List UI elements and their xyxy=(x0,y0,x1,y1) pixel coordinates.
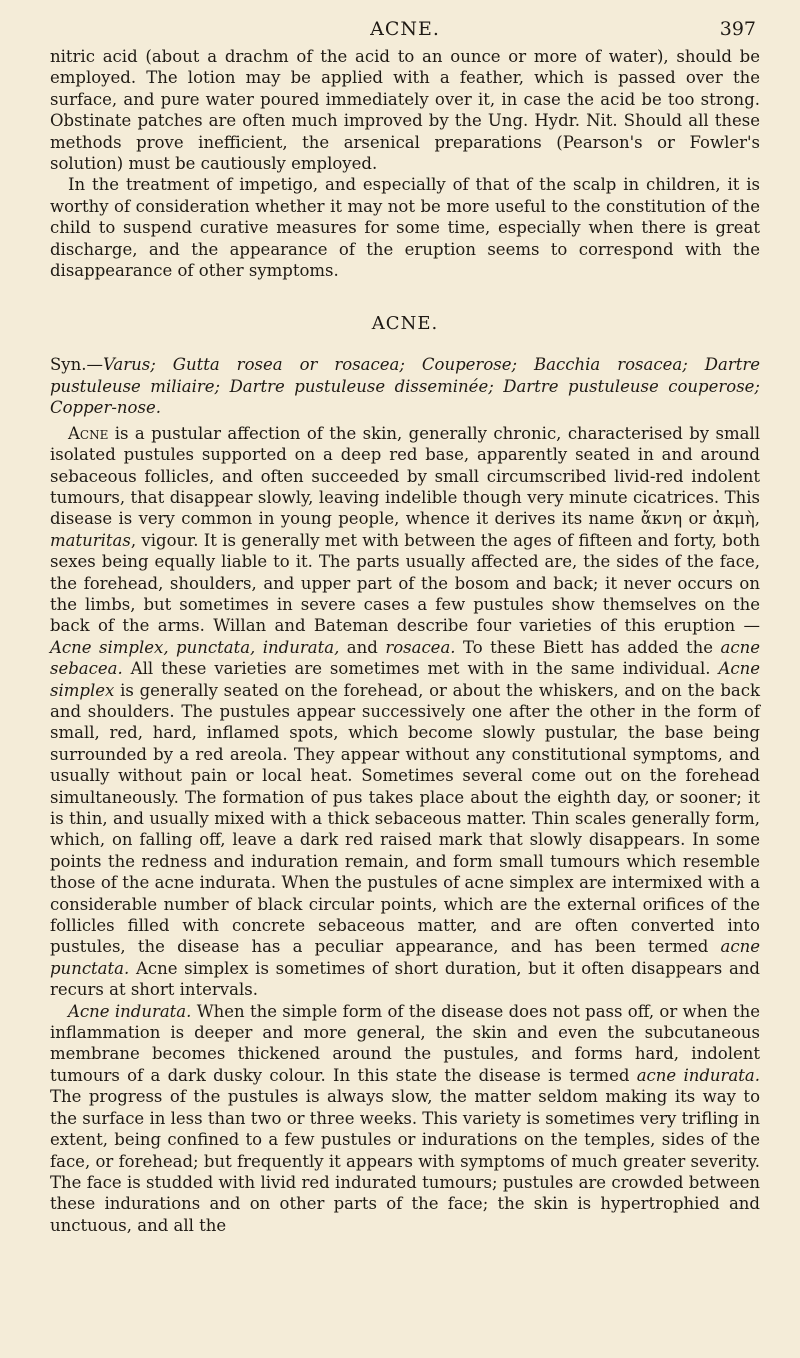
greek-word: ἄκνη xyxy=(640,509,683,529)
synonyms-list: Varus; Gutta rosea or rosacea; Couperose; Bacchia rosacea; Dartre pustuleuse miliaire; Dartre pustuleuse disseminée; Dartre pustuleuse couperose; Copper-nose. xyxy=(50,355,760,418)
greek-word: ἀκμὴ xyxy=(712,509,755,529)
paragraph-acne-indurata: Acne indurata. When the simple form of the disease does not pass off, or when the inflammation is deeper and more general, the skin and even the subcutaneous membrane becomes thickened around the pustules, and forms hard, indolent tumours of a dark dusky colour. In this state the disease is termed acne indurata. The progress of the pustules is always slow, the matter seldom making its way to the surface in less than two or three weeks. This variety is sometimes very trifling in extent, being confined to a few pustules or indurations on the temples, sides of the face, or forehead; but frequently it appears with symptoms of much greater severity. The face is studded with livid red indurated tumours; pustules are crowded between these indurations and on other parts of the face; the skin is hypertrophied and unctuous, and all the xyxy=(50,1001,760,1235)
synonyms-label: Syn.— xyxy=(50,355,103,375)
lead-word: Acne xyxy=(68,423,109,443)
synonyms-paragraph xyxy=(50,354,760,418)
running-header xyxy=(50,14,760,46)
running-title: ACNE. xyxy=(370,18,440,40)
paragraph-impetigo-treatment: In the treatment of impetigo, and especially of that of the scalp in children, it is worthy of consideration whether it may not be more useful to the constitution of the child to suspend curative measures for some time, especially when there is great discharge, and the appearance of the eruption seems to correspond with the disappearance of other symptoms. xyxy=(50,175,760,281)
paragraph-acne-description: Acne is a pustular affection of the skin, generally chronic, characterised by small isolated pustules supported on a deep red base, apparently seated in and around sebaceous follicles, and often succeeded by small circumscribed livid-red indolent tumours, that disappear slowly, leaving indelible though very minute cicatrices. This disease is very common in young people, whence it derives its name ἄκνη or ἀκμὴ, maturitas, vigour. It is generally met with between the ages of fifteen and forty, both sexes being equally liable to it. The parts usually affected are, the sides of the face, the forehead, shoulders, and upper part of the bosom and back; it never occurs on the limbs, but sometimes in severe cases a few pustules show themselves on the back of the arms. Willan and Bateman describe four varieties of this eruption — Acne simplex, punctata, indurata, and rosacea. To these Biett has added the acne sebacea. All these varieties are sometimes met with in the same individual. Acne simplex is generally seated on the forehead, or about the whiskers, and on the back and shoulders. The pustules appear successively one after the other in the form of small, red, hard, inflamed spots, which become slowly pustular, the base being surrounded by a red areola. They appear without any constitutional symptoms, and usually without pain or local heat. Sometimes several come out on the forehead simultaneously. The formation of pus takes place about the eighth day, or sooner; it is thin, and usually mixed with a thick sebaceous matter. Thin scales generally form, which, on falling off, leave a dark red raised mark that slowly disappears. In some points the redness and induration remain, and form small tumours which resemble those of the acne indurata. When the pustules of acne simplex are intermixed with a considerable number of black circular points, which are the external orifices of the follicles filled with concrete sebaceous matter, and are often converted into pustules, the disease has a peculiar appearance, and has been termed acne punctata. Acne simplex is sometimes of short duration, but it often disappears and recurs at short intervals. xyxy=(50,423,760,1000)
paragraph-continued: nitric acid (about a drachm of the acid to an ounce or more of water), should be employed. The lotion may be applied with a feather, which is passed over the surface, and pure water poured immediately over it, in case the acid be too strong. Obstinate patches are often much improved by the Ung. Hydr. Nit. Should all these methods prove inefficient, the arsenical preparations (Pearson's or Fowler's solution) must be cautiously employed. xyxy=(50,47,760,174)
section-heading: ACNE. xyxy=(371,313,439,335)
page-number: 397 xyxy=(719,18,756,40)
